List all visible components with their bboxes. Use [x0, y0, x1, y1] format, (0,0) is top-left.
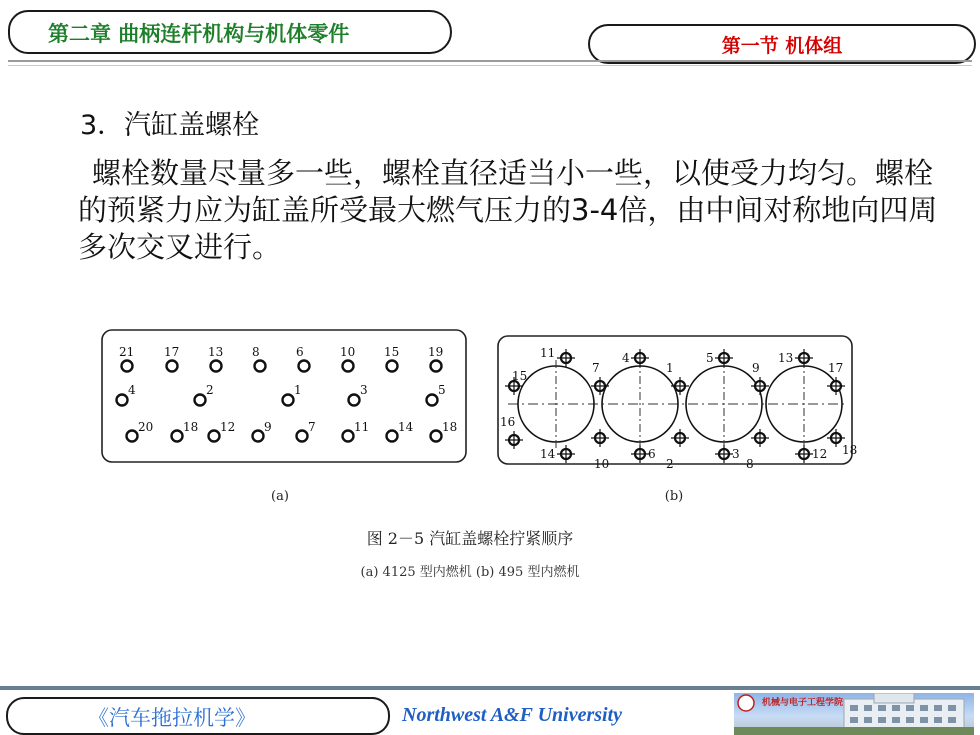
- panel-a-top-bolt-label: 19: [428, 345, 444, 359]
- section-title: 第一节 机体组: [721, 35, 843, 57]
- panel-a-mid-bolt-marker: [427, 395, 438, 406]
- panel-a-mid-bolt-marker: [195, 395, 206, 406]
- panel-b-bolt-label: 6: [648, 447, 656, 461]
- chapter-title-banner: [8, 10, 452, 54]
- panel-a-mid-bolt-label: 1: [294, 383, 302, 397]
- college-logo-icon: [738, 695, 754, 711]
- panel-a-mid-bolt-label: 3: [360, 383, 368, 397]
- panel-a-top-bolt-marker: [387, 361, 398, 372]
- course-title: 《汽车拖拉机学》: [88, 706, 256, 730]
- panel-a-top-bolt-marker: [122, 361, 133, 372]
- panel-a-top-bolt-label: 10: [340, 345, 356, 359]
- panel-a-bottom-bolt-label: 12: [220, 420, 236, 434]
- panel-a-top-bolt-label: 15: [384, 345, 400, 359]
- panel-b-bolt-label: 13: [778, 351, 794, 365]
- panel-b-bolt-label: 3: [732, 447, 740, 461]
- section-title-banner: [588, 24, 976, 64]
- panel-a-bottom-bolt-label: 7: [308, 420, 316, 434]
- figure-caption: 图 2－5 汽缸盖螺栓拧紧顺序: [366, 529, 574, 548]
- footer-band: [0, 686, 980, 690]
- panel-b-bolt-label: 5: [706, 351, 714, 365]
- panel-a-bolts: [117, 345, 458, 442]
- panel-a-top-bolt-marker: [299, 361, 310, 372]
- panel-a-top-bolt-label: 17: [164, 345, 180, 359]
- panel-a-bottom-bolt-marker: [431, 431, 442, 442]
- panel-b-bolt-label: 10: [594, 457, 610, 471]
- panel-b-bolt-label: 2: [666, 457, 674, 471]
- panel-b-bolt-label: 7: [592, 361, 600, 375]
- panel-a-bottom-bolt-marker: [297, 431, 308, 442]
- panel-b-bolt-label: 9: [752, 361, 760, 375]
- course-title-banner: [6, 697, 390, 735]
- panel-a-top-bolt-marker: [255, 361, 266, 372]
- panel-a-top-bolt-marker: [343, 361, 354, 372]
- college-logo-text: 机械与电子工程学院: [762, 698, 844, 708]
- panel-b-bolt-label: 15: [512, 369, 528, 383]
- panel-a-bottom-bolt-label: 18: [442, 420, 458, 434]
- bolt-tightening-figure: [92, 320, 872, 590]
- body-paragraph: 螺栓数量尽量多一些，螺栓直径适当小一些，以使受力均匀。螺栓的预紧力应为缸盖所受最大燃气压力的3-4倍，由中间对称地向四周多次交叉进行。: [78, 156, 938, 264]
- panel-b-bolt-label: 4: [622, 351, 630, 365]
- panel-a-top-bolt-marker: [211, 361, 222, 372]
- panel-a-bottom-bolt-marker: [343, 431, 354, 442]
- panel-a-top-bolt-marker: [167, 361, 178, 372]
- panel-a-bottom-bolt-marker: [127, 431, 138, 442]
- panel-a-bottom-bolt-marker: [172, 431, 183, 442]
- panel-b-bolt-label: 1: [666, 361, 674, 375]
- panel-b-bolt-label: 17: [828, 361, 844, 375]
- figure-subcaption: (a) 4125 型内燃机 (b) 495 型内燃机: [360, 565, 580, 580]
- panel-b-bolt-label: 8: [746, 457, 754, 471]
- panel-a-top-bolt-label: 21: [119, 345, 135, 359]
- header-divider: [8, 60, 972, 62]
- panel-a-mid-bolt-label: 4: [128, 383, 136, 397]
- panel-a-top-bolt-label: 8: [252, 345, 260, 359]
- panel-a-top-bolt-label: 13: [208, 345, 224, 359]
- chapter-title: 第二章 曲柄连杆机构与机体零件: [48, 22, 350, 46]
- panel-a-top-bolt-label: 6: [296, 345, 304, 359]
- panel-a-mid-bolt-marker: [283, 395, 294, 406]
- university-name: Northwest A&F University: [402, 704, 623, 726]
- campus-building-image: [734, 693, 974, 735]
- panel-a-bottom-bolt-label: 18: [183, 420, 199, 434]
- panel-a-bottom-bolt-marker: [209, 431, 220, 442]
- header-divider-thin: [8, 65, 972, 66]
- panel-a-bottom-bolt-marker: [253, 431, 264, 442]
- panel-b-bolt-label: 12: [812, 447, 828, 461]
- panel-a-bottom-bolt-label: 11: [354, 420, 370, 434]
- panel-a-bottom-bolt-label: 14: [398, 420, 414, 434]
- panel-a-top-bolt-marker: [431, 361, 442, 372]
- bolt-diagram: [92, 320, 872, 590]
- panel-a-label: (a): [271, 489, 289, 504]
- panel-b-label: (b): [664, 489, 684, 504]
- panel-b-bolt-label: 16: [500, 415, 516, 429]
- panel-a-mid-bolt-label: 2: [206, 383, 214, 397]
- panel-a-bottom-bolt-marker: [387, 431, 398, 442]
- panel-a-bottom-bolt-label: 20: [138, 420, 154, 434]
- panel-a-mid-bolt-marker: [117, 395, 128, 406]
- panel-a-mid-bolt-marker: [349, 395, 360, 406]
- panel-b-bolt-label: 14: [540, 447, 556, 461]
- panel-a-mid-bolt-label: 5: [438, 383, 446, 397]
- slide-heading: 3．汽缸盖螺栓: [80, 110, 260, 141]
- panel-b-bolt-label: 18: [842, 443, 858, 457]
- panel-a-bottom-bolt-label: 9: [264, 420, 272, 434]
- panel-b-bolt-label: 11: [540, 346, 556, 360]
